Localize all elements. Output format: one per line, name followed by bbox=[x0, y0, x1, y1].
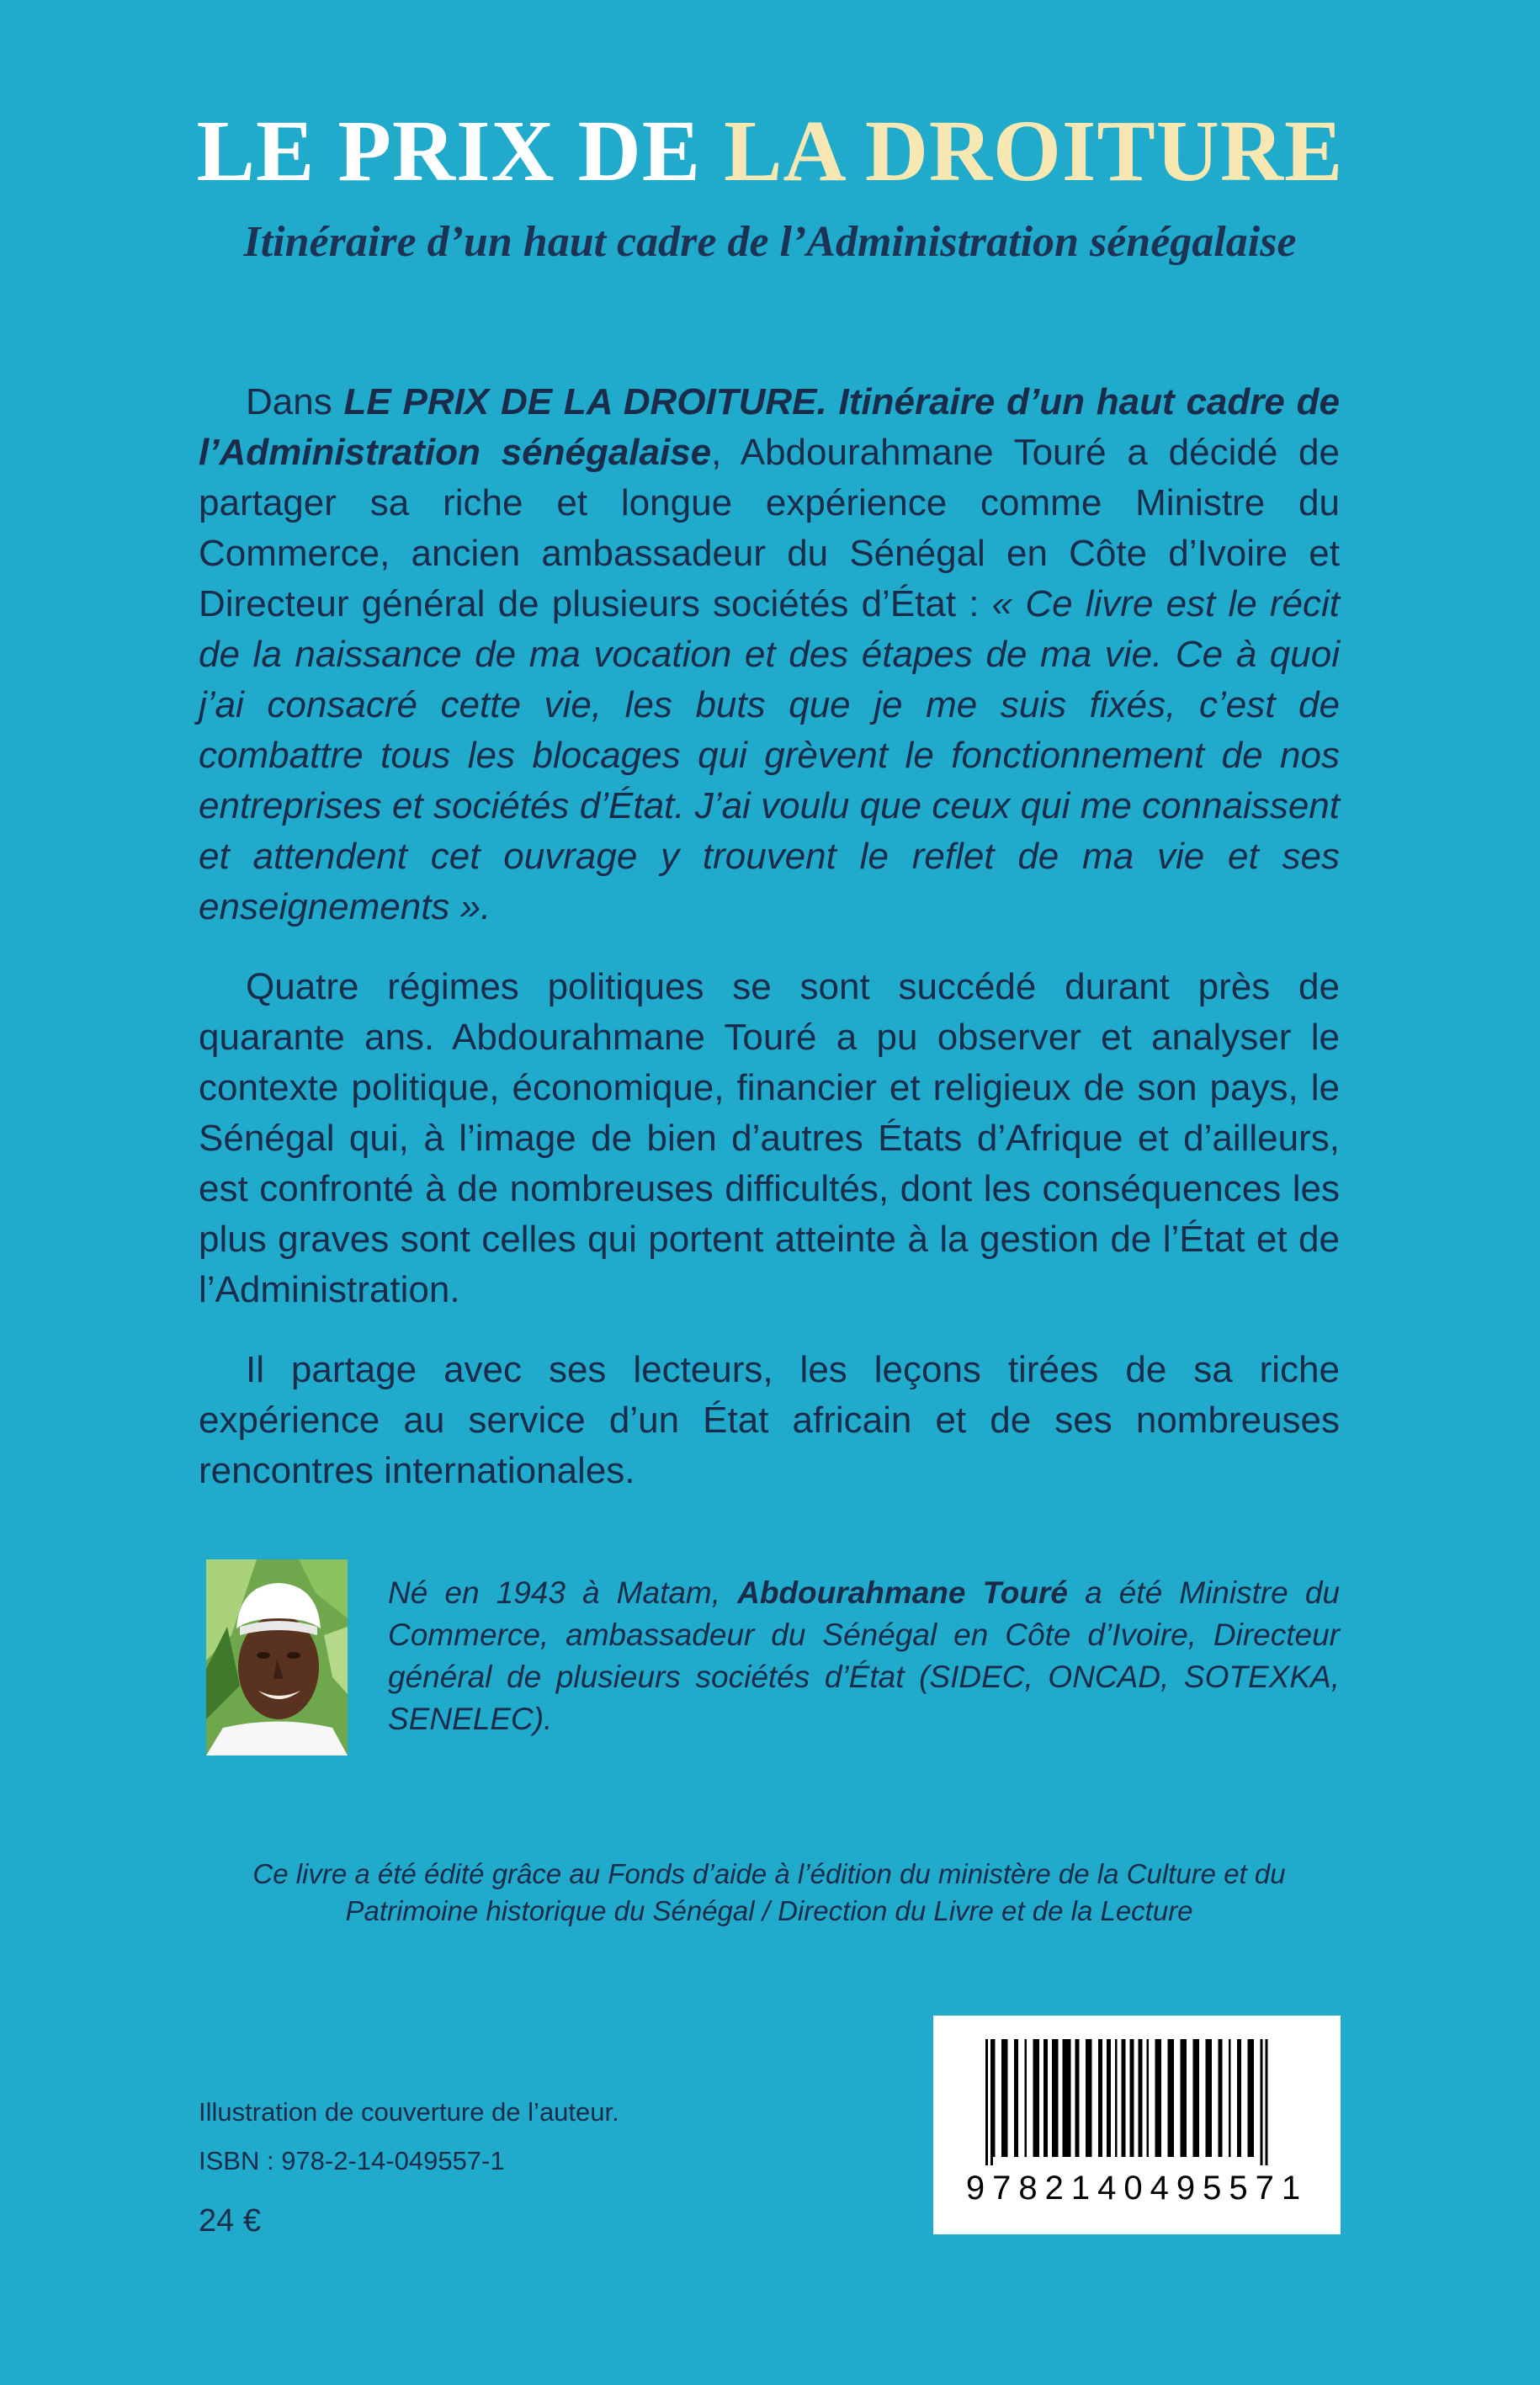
title-part-1: LE PRIX DE bbox=[196, 103, 725, 199]
book-subtitle: Itinéraire d’un haut cadre de l’Administration sénégalaise bbox=[243, 218, 1297, 266]
price: 24 € bbox=[199, 2203, 261, 2239]
barcode-bar bbox=[1098, 2039, 1102, 2157]
barcode-guard-bar bbox=[1261, 2039, 1263, 2165]
barcode-bar bbox=[1025, 2039, 1028, 2157]
barcode-bar bbox=[1086, 2039, 1092, 2157]
barcode-bar bbox=[1229, 2039, 1231, 2157]
credit-line-1: Ce livre a été édité grâce au Fonds d’aide à l’édition du ministère de la Culture et du bbox=[252, 1858, 1286, 1889]
book-reference: LE PRIX DE LA DROITURE. Itinéraire d’un haut cadre de l’Administration sénégalaise bbox=[199, 381, 1341, 473]
author-name: Abdourahmane Touré bbox=[737, 1575, 1068, 1610]
barcode-bar bbox=[1075, 2039, 1080, 2157]
barcode-bar bbox=[993, 2039, 996, 2157]
barcode-bar bbox=[1130, 2039, 1134, 2157]
summary-paragraph-3: Il partage avec ses lecteurs, les leçons tirées de sa riche expérience au service d’un État africain et de ses nombreuses rencontres internationales. bbox=[199, 1349, 1340, 1491]
barcode-bar bbox=[1001, 2039, 1008, 2157]
barcode-bar bbox=[1033, 2039, 1040, 2157]
barcode-guard-bar bbox=[990, 2039, 993, 2165]
isbn: ISBN : 978-2-14-049557-1 bbox=[199, 2146, 505, 2175]
barcode-digits: 9782140495571 bbox=[965, 2170, 1309, 2207]
author-photo bbox=[206, 1559, 348, 1756]
barcode-bar bbox=[1181, 2039, 1187, 2157]
barcode bbox=[933, 2016, 1341, 2234]
paragraph-text: , Abdourahmane Touré a décidé de partager sa riche et longue expérience comme Ministre du Commerce, ancien ambassadeur du Sénégal en Côte d’Ivoire et Directeur général de plusieurs sociétés d’État : bbox=[199, 432, 1341, 624]
barcode-bar bbox=[1237, 2039, 1241, 2157]
barcode-bar bbox=[1248, 2039, 1255, 2157]
barcode-guard-bar bbox=[985, 2039, 988, 2165]
barcode-bar bbox=[1063, 2039, 1071, 2157]
barcode-bar bbox=[1206, 2039, 1213, 2157]
barcode-bar bbox=[1139, 2039, 1143, 2157]
barcode-bar bbox=[1043, 2039, 1048, 2157]
barcode-bar bbox=[1107, 2039, 1111, 2157]
publishing-credit bbox=[199, 1856, 1340, 1930]
barcode-bar bbox=[1052, 2039, 1059, 2157]
barcode-bar bbox=[1115, 2039, 1118, 2157]
paragraph-intro: Dans bbox=[246, 381, 344, 422]
barcode-guard-bar bbox=[1266, 2039, 1268, 2165]
illustration-credit: Illustration de couverture de l’auteur. bbox=[199, 2097, 619, 2127]
author-bio bbox=[388, 1572, 1340, 1740]
barcode-bar bbox=[1193, 2039, 1200, 2157]
credit-line-2: Patrimoine historique du Sénégal / Direction du Livre et de la Lecture bbox=[345, 1895, 1193, 1926]
book-title bbox=[0, 103, 1540, 199]
barcode-bar bbox=[1168, 2039, 1175, 2157]
barcode-bar bbox=[1014, 2039, 1018, 2157]
author-quote: « Ce livre est le récit de la naissance de ma vocation et des étapes de ma vie. Ce à quoi j’ai consacré cette vie, les buts que je me suis fixés, c’est de combattre tous les blocages qui grèvent le fonctionnement de nos entreprises et sociétés d’État. J’ai voulu que ceux qui me connaissent et attendent cet ouvrage y trouvent le reflet de ma vie et ses enseignements ». bbox=[199, 583, 1340, 927]
barcode-bars bbox=[933, 2016, 1341, 2167]
summary-paragraph-1 bbox=[199, 377, 1340, 932]
barcode-bar bbox=[1155, 2039, 1162, 2157]
barcode-bar bbox=[1219, 2039, 1223, 2157]
bio-details: a été Ministre du Commerce, ambassadeur du Sénégal en Côte d’Ivoire, Directeur général de plusieurs sociétés d’État (SIDEC, ONCAD, SOTEXKA, SENELEC). bbox=[388, 1575, 1341, 1736]
summary-text bbox=[199, 377, 1340, 1496]
title-part-2: LA DROITURE bbox=[724, 103, 1344, 199]
barcode-bar bbox=[1122, 2039, 1126, 2157]
barcode-bar bbox=[1147, 2039, 1150, 2157]
bio-intro: Né en 1943 à Matam, bbox=[388, 1575, 738, 1610]
summary-paragraph-2: Quatre régimes politiques se sont succédé durant près de quarante ans. Abdourahmane Touré a pu observer et analyser le contexte politique, économique, financier et religieux de son pays, le Sénégal qui, à l’image de bien d’autres États d’Afrique et d’ailleurs, est confronté à de nombreuses difficultés, dont les conséquences les plus graves sont celles qui portent atteinte à la gestion de l’État et de l’Administration. bbox=[199, 966, 1340, 1310]
